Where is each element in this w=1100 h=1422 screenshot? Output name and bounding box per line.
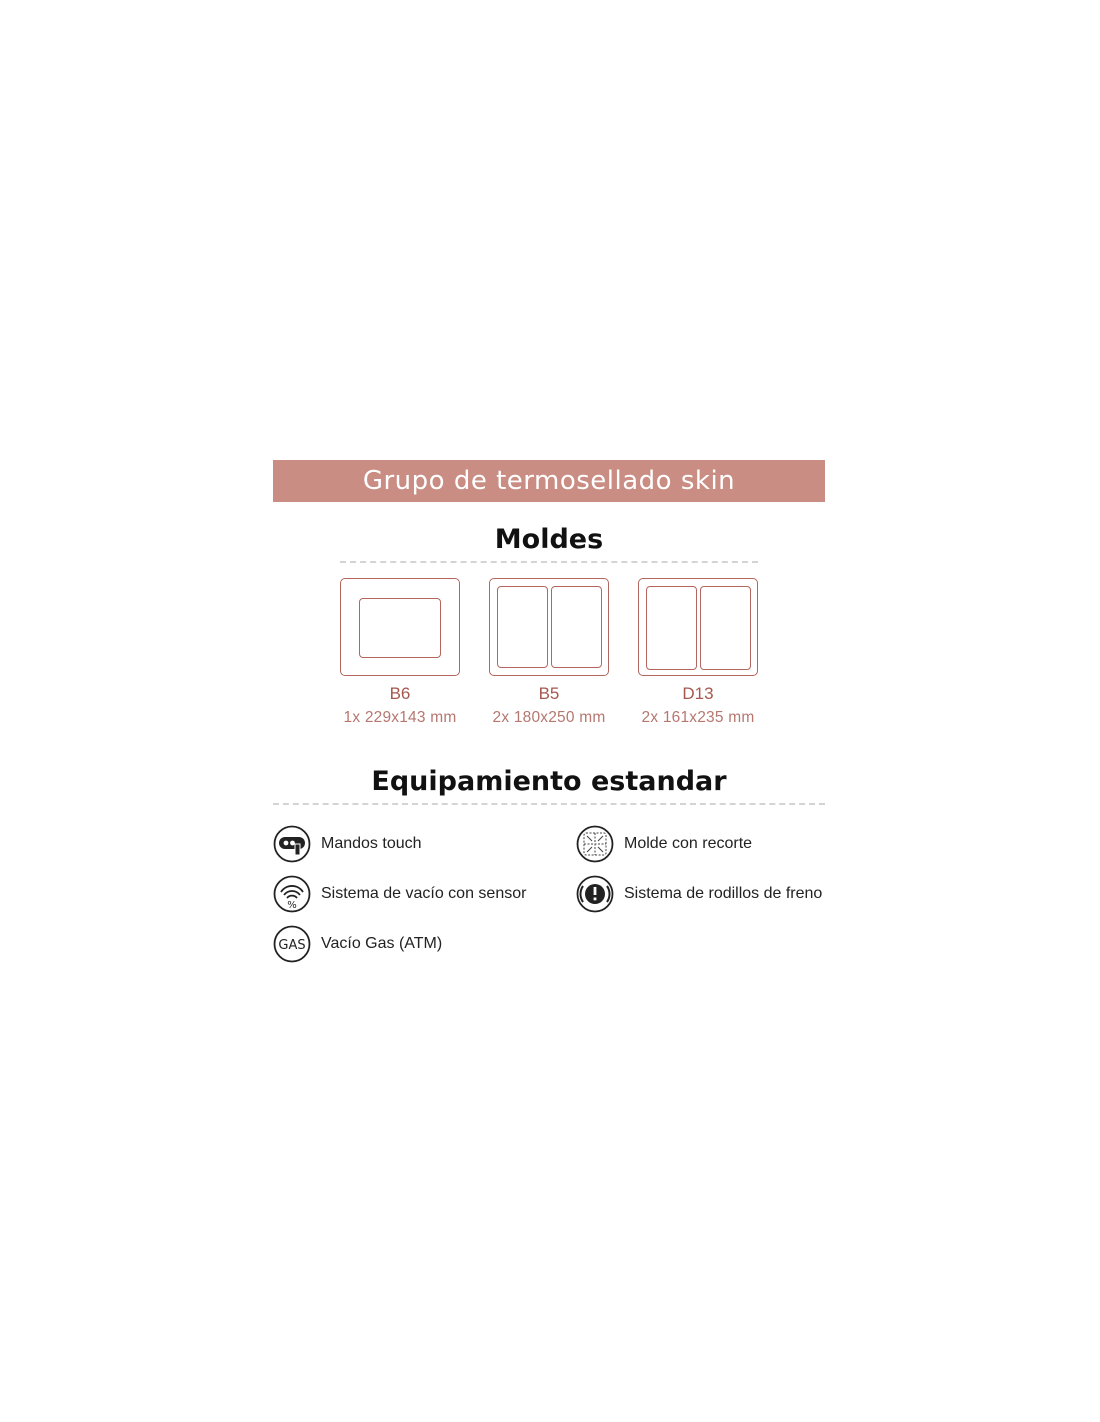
equipment-label: Molde con recorte: [624, 835, 753, 852]
banner-title: Grupo de termosellado skin: [362, 466, 736, 496]
mold-size-b6: 1x 229x143 mm: [343, 709, 457, 726]
mold-code-d13: D13: [682, 684, 714, 703]
equipment-label: Mandos touch: [321, 835, 422, 852]
mold-cavity: [551, 586, 602, 668]
mold-cavity: [646, 586, 697, 670]
mold-cutout-icon: [576, 825, 614, 863]
equipment-item: [273, 925, 442, 963]
equipment-label: Sistema de vacío con sensor: [321, 885, 527, 902]
molds-title: Moldes: [494, 524, 604, 555]
equipment-item: [273, 875, 526, 913]
equipment-item: [576, 825, 752, 863]
equipment-divider: [273, 803, 825, 805]
brake-rollers-icon: [576, 875, 614, 913]
equipment-label: Vacío Gas (ATM): [321, 935, 443, 952]
molds-divider: [340, 561, 758, 563]
mold-size-b5: 2x 180x250 mm: [492, 709, 606, 726]
equipment-title: Equipamiento estandar: [371, 766, 727, 797]
equipment-label: Sistema de rodillos de freno: [624, 885, 823, 902]
vacuum-sensor-icon: [273, 875, 311, 913]
mold-size-d13: 2x 161x235 mm: [641, 709, 755, 726]
mold-code-b5: B5: [538, 684, 560, 703]
touch-controls-icon: [273, 825, 311, 863]
gas-icon: [273, 925, 311, 963]
mold-cavity: [359, 598, 441, 658]
svg-text:%: %: [287, 900, 297, 911]
equipment-item: [576, 875, 822, 913]
section-banner: [273, 460, 825, 502]
mold-cavity: [497, 586, 548, 668]
mold-code-b6: B6: [389, 684, 411, 703]
equipment-item: [273, 825, 422, 863]
mold-diagram-d13: [638, 578, 758, 676]
gas-icon-text: GAS: [278, 938, 306, 953]
mold-diagram-b6: [340, 578, 460, 676]
mold-diagram-b5: [489, 578, 609, 676]
mold-cavity: [700, 586, 751, 670]
